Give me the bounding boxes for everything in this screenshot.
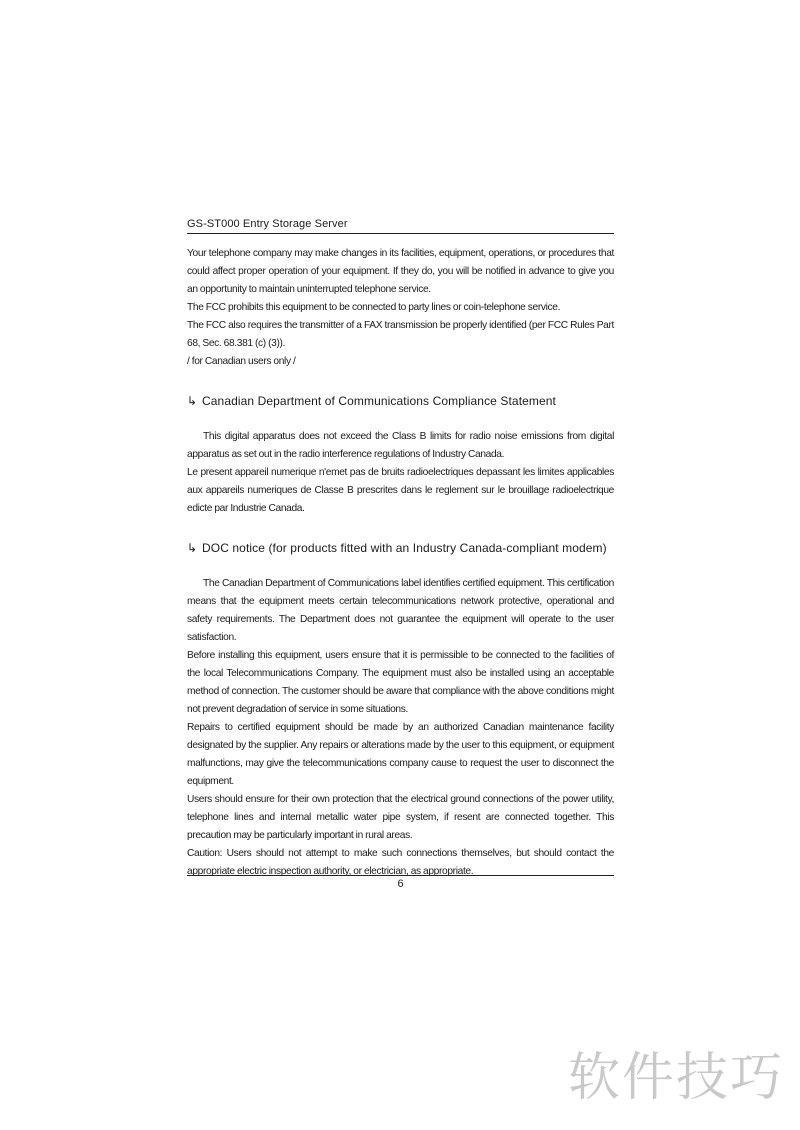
- page-body: [187, 245, 614, 881]
- page-number: 6: [397, 878, 404, 890]
- section-heading-text: Canadian Department of Communications Compliance Statement: [202, 394, 556, 408]
- intro-paragraph: Your telephone company may make changes in its facilities, equipment, operations, or procedures that could affect proper operation of your equipment. If they do, you will be notified in advance to give you an opportunity to maintain uninterrupted telephone service.: [187, 248, 614, 295]
- header-rule: [187, 233, 614, 234]
- section-paragraph: Caution: Users should not attempt to make such connections themselves, but should contact the appropriate electric inspection authority, or electrician, as appropriate.: [187, 848, 614, 877]
- section-paragraph: Le present appareil numerique n'emet pas de bruits radioelectriques depassant les limites applicables aux appareils numeriques de Classe B prescrites dans le reglement sur le brouillage radioelectrique edicte par Industrie Canada.: [187, 467, 614, 514]
- section-paragraph: Repairs to certified equipment should be made by an authorized Canadian maintenance facility designated by the supplier. Any repairs or alterations made by the user to this equipment, or equipment malfunctions, may give the telecommunications company cause to request the user to disconnect the equipment.: [187, 722, 614, 787]
- running-header: GS-ST000 Entry Storage Server: [187, 218, 348, 230]
- section-heading-text: DOC notice (for products fitted with an Industry Canada-compliant modem): [202, 541, 607, 555]
- section-heading-doc-notice: [187, 538, 614, 558]
- section-paragraph: Before installing this equipment, users ensure that it is permissible to be connected to the facilities of the local Telecommunications Company. The equipment must also be installed using an acceptable method of connection. The customer should be aware that compliance with the above conditions might not prevent degradation of service in some situations.: [187, 650, 614, 715]
- intro-paragraph: The FCC prohibits this equipment to be connected to party lines or coin-telephone service.: [187, 302, 561, 313]
- footer-rule: [187, 875, 614, 876]
- intro-paragraph: The FCC also requires the transmitter of a FAX transmission be properly identified (per FCC Rules Part 68, Sec. 68.381 (c) (3)).: [187, 320, 614, 349]
- section-paragraph: This digital apparatus does not exceed the Class B limits for radio noise emissions from digital apparatus as set out in the radio interference regulations of Industry Canada.: [187, 431, 614, 460]
- section-paragraph: The Canadian Department of Communications label identifies certified equipment. This certification means that the equipment meets certain telecommunications network protective, operational and safety requirements. The Department does not guarantee the equipment will operate to the user satisfaction.: [187, 578, 614, 643]
- section-paragraph: Users should ensure for their own protection that the electrical ground connections of the power utility, telephone lines and internal metallic water pipe system, if resent are connected together. This precaution may be particularly important in rural areas.: [187, 794, 614, 841]
- intro-paragraph: / for Canadian users only /: [187, 356, 296, 367]
- section-heading-compliance: [187, 391, 614, 411]
- hand-pointer-icon: ↳: [187, 394, 198, 408]
- watermark-text: 软件技巧: [568, 1048, 785, 1108]
- hand-pointer-icon: ↳: [187, 541, 198, 555]
